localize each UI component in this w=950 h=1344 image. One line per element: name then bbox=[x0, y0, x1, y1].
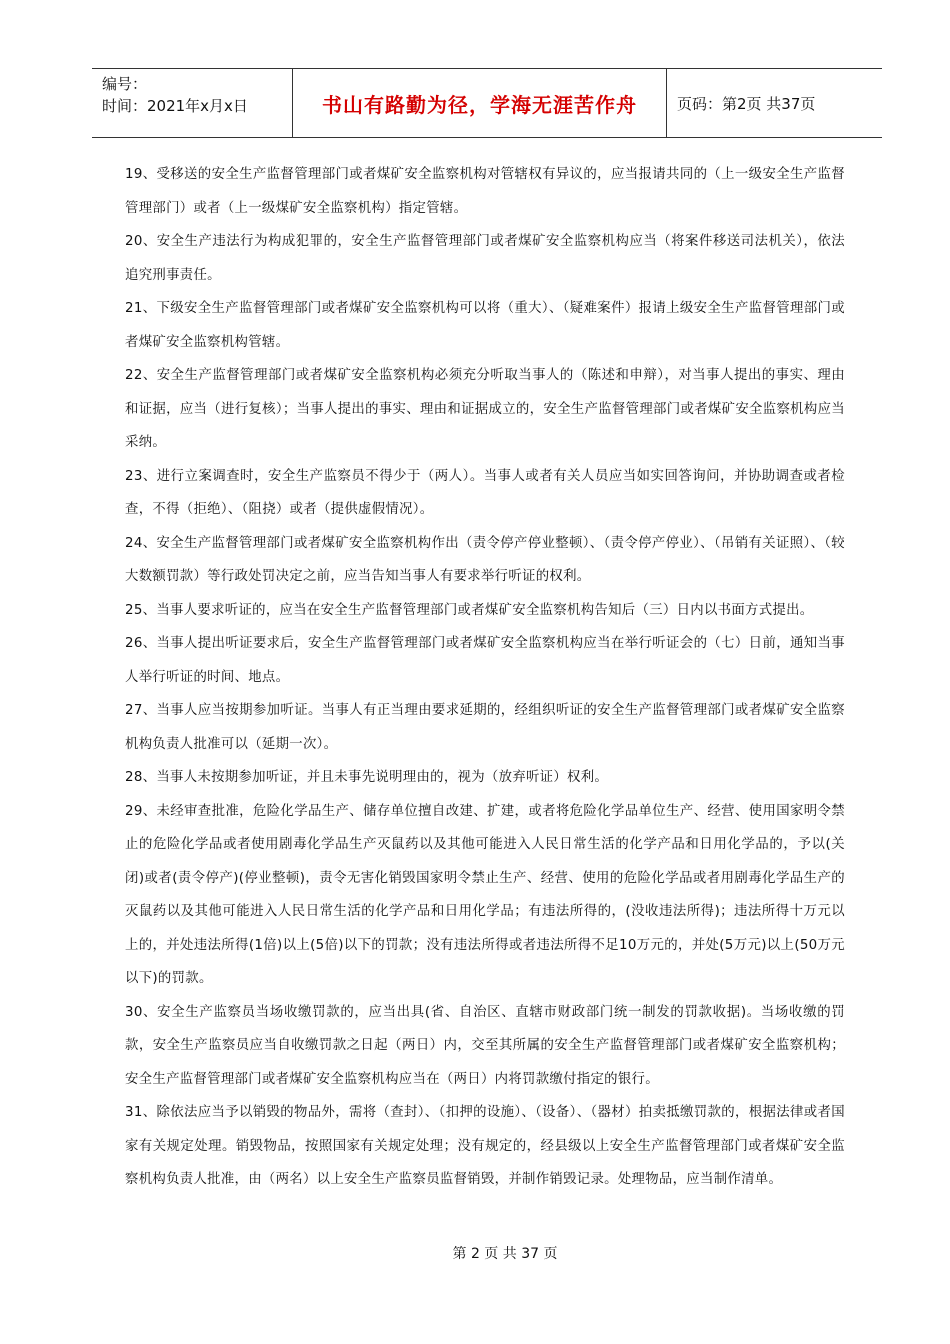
paragraph-25: 25、当事人要求听证的，应当在安全生产监督管理部门或者煤矿安全监察机构告知后（三）日内以书面方式提出。 bbox=[125, 602, 814, 618]
header-center bbox=[292, 69, 667, 137]
paragraph-21: 21、下级安全生产监督管理部门或者煤矿安全监察机构可以将（重大）、（疑难案件）报请上级安全生产监督管理部门或者煤矿安全监察机构管辖。 bbox=[125, 301, 845, 350]
paragraph-22: 22、安全生产监督管理部门或者煤矿安全监察机构必须充分听取当事人的（陈述和申辩），对当事人提出的事实、理由和证据，应当（进行复核）；当事人提出的事实、理由和证据成立的，安全生产监督管理部门或者煤矿安全监察机构应当采纳。 bbox=[125, 368, 845, 450]
header-left bbox=[92, 69, 292, 137]
header-right bbox=[667, 69, 882, 137]
footer-page-number: 第 2 页 共 37 页 bbox=[452, 1246, 558, 1262]
document-body bbox=[125, 158, 845, 1197]
page-code: 页码：第2页 共37页 bbox=[677, 94, 816, 113]
paragraph-24: 24、安全生产监督管理部门或者煤矿安全监察机构作出（责令停产停业整顿）、（责令停产停业）、（吊销有关证照）、（较大数额罚款）等行政处罚决定之前，应当告知当事人有要求举行听证的权利。 bbox=[125, 535, 845, 584]
paragraph-20: 20、安全生产违法行为构成犯罪的，安全生产监督管理部门或者煤矿安全监察机构应当（将案件移送司法机关），依法追究刑事责任。 bbox=[125, 234, 845, 283]
page-header bbox=[92, 68, 882, 138]
paragraph-30: 30、安全生产监察员当场收缴罚款的，应当出具(省、自治区、直辖市财政部门统一制发的罚款收据)。当场收缴的罚款，安全生产监察员应当自收缴罚款之日起（两日）内，交至其所属的安全生产监督管理部门或者煤矿安全监察机构；安全生产监督管理部门或者煤矿安全监察机构应当在（两日）内将罚款缴付指定的银行。 bbox=[125, 1004, 845, 1087]
page-footer bbox=[0, 1243, 950, 1263]
paragraph-26: 26、当事人提出听证要求后，安全生产监督管理部门或者煤矿安全监察机构应当在举行听证会的（七）日前，通知当事人举行听证的时间、地点。 bbox=[125, 636, 845, 685]
serial-label: 编号： bbox=[102, 75, 148, 93]
paragraph-27: 27、当事人应当按期参加听证。当事人有正当理由要求延期的，经组织听证的安全生产监督管理部门或者煤矿安全监察机构负责人批准可以（延期一次）。 bbox=[125, 703, 845, 752]
paragraph-29: 29、未经审查批准，危险化学品生产、储存单位擅自改建、扩建，或者将危险化学品单位生产、经营、使用国家明令禁止的危险化学品或者使用剧毒化学品生产灭鼠药以及其他可能进入人民日常生活的化学产品和日用化学品的，予以(关闭)或者(责令停产)(停业整顿)，责令无害化销毁国家明令禁止生产、经营、使用的危险化学品或者用剧毒化学品生产的灭鼠药以及其他可能进入人民日常生活的化学产品和日用化学品；有违法所得的，(没收违法所得)；违法所得十万元以上的，并处违法所得(1倍)以上(5倍)以下的罚款；没有违法所得或者违法所得不足10万元的，并处(5万元)以上(50万元以下)的罚款。 bbox=[125, 803, 845, 986]
paragraph-28: 28、当事人未按期参加听证，并且未事先说明理由的，视为（放弃听证）权利。 bbox=[125, 770, 609, 785]
paragraph-31: 31、除依法应当予以销毁的物品外，需将（查封）、（扣押的设施）、（设备）、（器材）拍卖抵缴罚款的，根据法律或者国家有关规定处理。销毁物品，按照国家有关规定处理；没有规定的，经县级以上安全生产监督管理部门或者煤矿安全监察机构负责人批准，由（两名）以上安全生产监察员监督销毁，并制作销毁记录。处理物品，应当制作清单。 bbox=[125, 1105, 845, 1187]
motto: 书山有路勤为径，学海无涯苦作舟 bbox=[322, 92, 637, 117]
paragraph-19: 19、受移送的安全生产监督管理部门或者煤矿安全监察机构对管辖权有异议的，应当报请共同的（上一级安全生产监督管理部门）或者（上一级煤矿安全监察机构）指定管辖。 bbox=[125, 167, 845, 216]
paragraph-23: 23、进行立案调查时，安全生产监察员不得少于（两人）。当事人或者有关人员应当如实回答询问，并协助调查或者检查，不得（拒绝）、（阻挠）或者（提供虚假情况）。 bbox=[125, 468, 845, 517]
time-label: 时间：2021年x月x日 bbox=[102, 97, 248, 115]
